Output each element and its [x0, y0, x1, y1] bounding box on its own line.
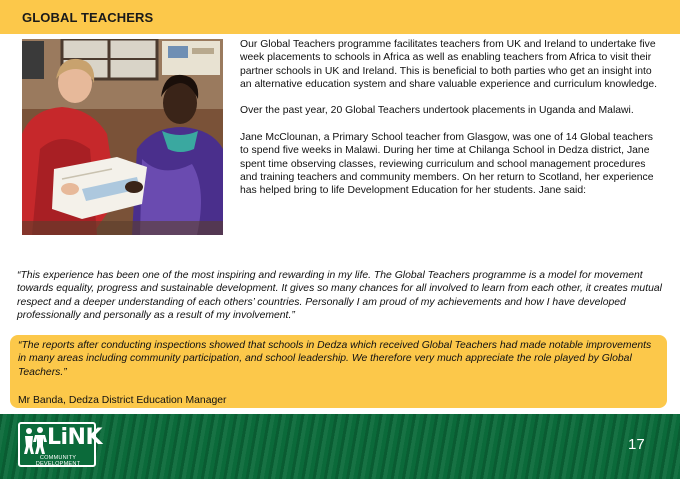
- page-number: 17: [628, 436, 645, 453]
- people-figures-icon: [23, 426, 49, 456]
- header-bar: [0, 0, 680, 34]
- intro-paragraph: Over the past year, 20 Global Teachers undertook placements in Uganda and Malawi.: [240, 105, 634, 117]
- teachers-photo-illustration: [22, 39, 223, 235]
- page-title: GLOBAL TEACHERS: [22, 10, 154, 25]
- logo-subtitle: COMMUNITY DEVELOPMENT: [35, 455, 81, 467]
- quote-jane: “This experience has been one of the most inspiring and rewarding in my life. The Global Teachers programme is a model for movement towards equality, progress and sustainable development. It gives so many chances for all involved to learn from each other, it creates mutual respect and a deeper understanding of each others’ countries. Personally I am proud of my achievements and how I have developed professionally and personally as a result of my involvement.”: [17, 270, 662, 321]
- link-logo: [18, 422, 103, 467]
- intro-text: [240, 38, 660, 211]
- callout-box: [10, 335, 667, 408]
- callout-quote: “The reports after conducting inspections showed that schools in Dedza which received Global Teachers had made notable improvements in many areas including community participation, and school leadership. We therefore very much appreciate the role played by Global Teachers.”: [18, 340, 652, 378]
- logo-wordmark: LiNK: [47, 425, 103, 450]
- teachers-photo: [22, 39, 223, 235]
- intro-paragraph: Our Global Teachers programme facilitates teachers from UK and Ireland to undertake five week placements to schools in Africa as well as enabling teachers from Africa to visit their partner schools in UK and Ireland. This is beneficial to both parties who get an insight into an alternative education system and share valuable experience and curriculum knowledge.: [240, 39, 658, 90]
- callout-attribution: Mr Banda, Dedza District Education Manager: [18, 395, 227, 406]
- intro-paragraph: Jane McClounan, a Primary School teacher from Glasgow, was one of 14 Global teachers to spend five weeks in Malawi. During her time at Chilanga School in Dedza district, Jane spent time observing classes, reviewing curriculum and school management procedures and training teachers and community members. On her return to Scotland, her experience has helped bring to life Development Education for her students. Jane said:: [240, 132, 654, 197]
